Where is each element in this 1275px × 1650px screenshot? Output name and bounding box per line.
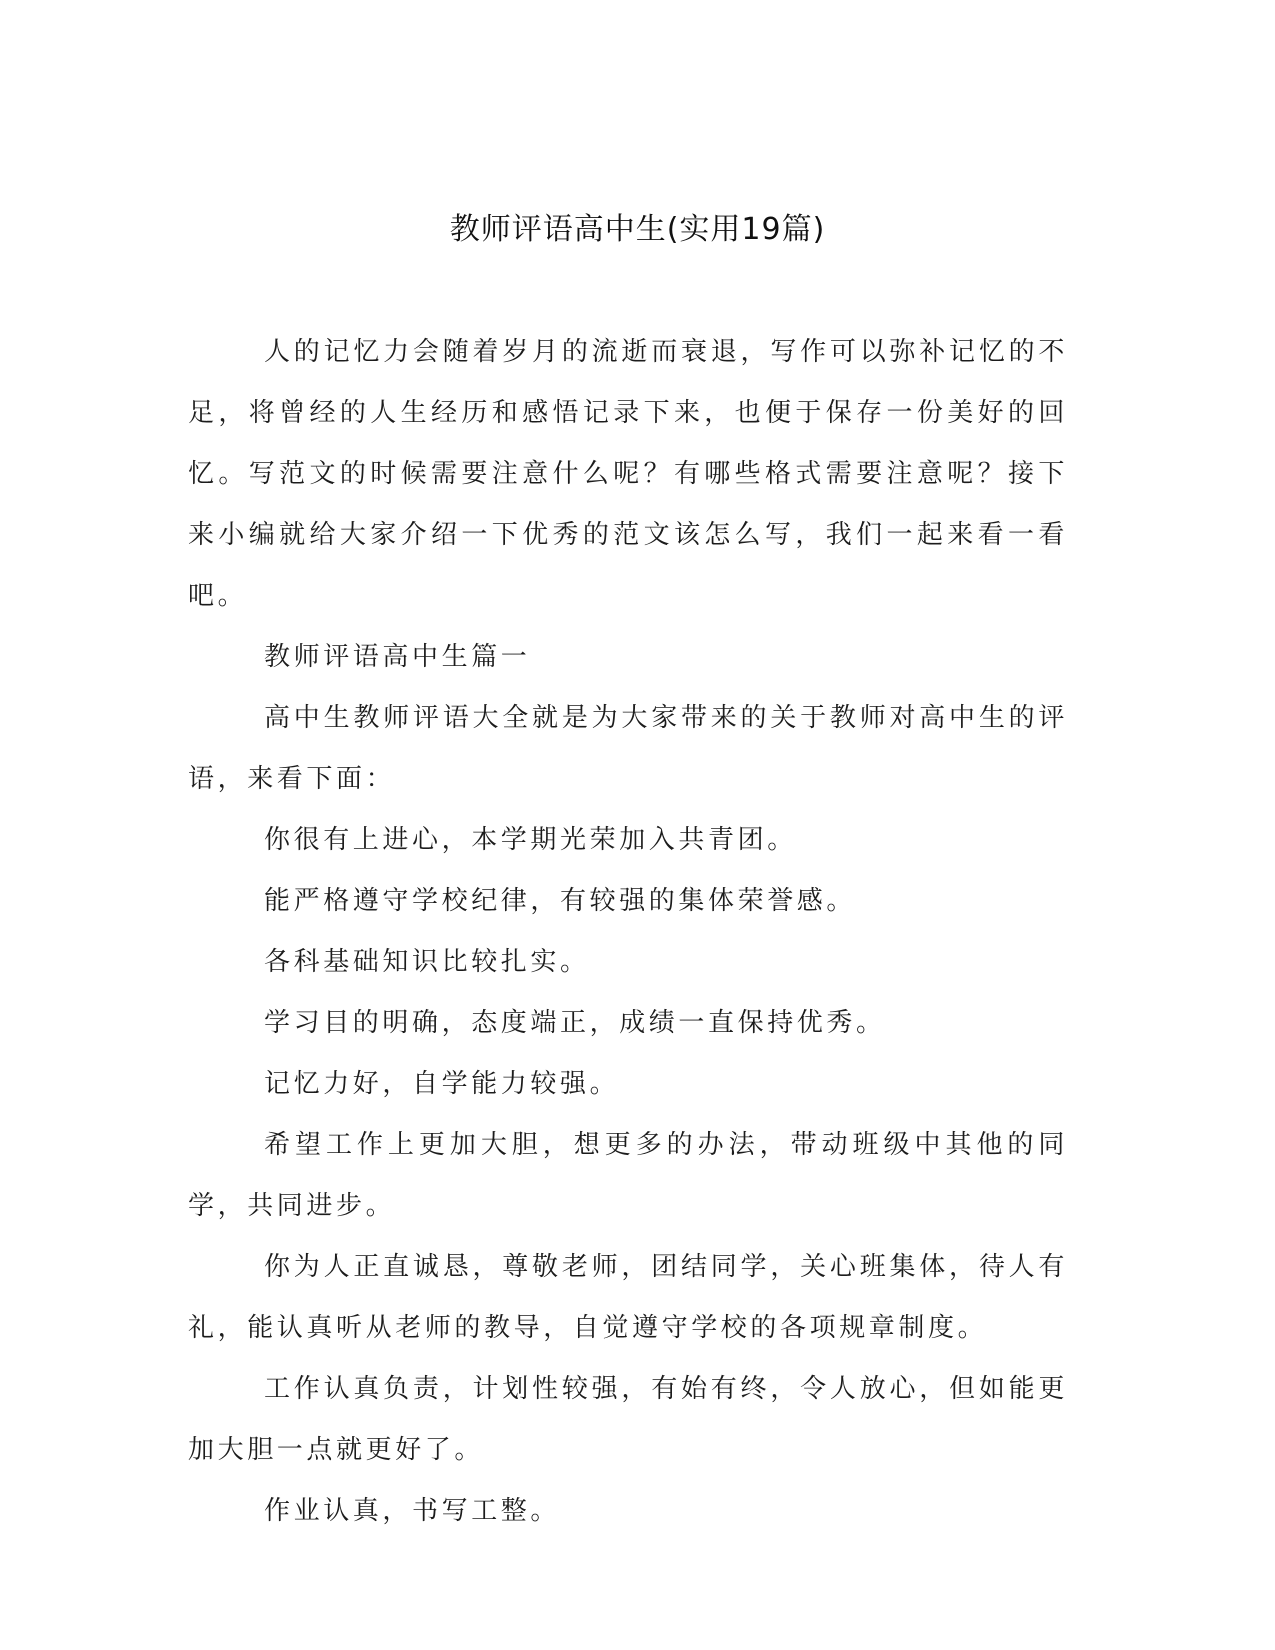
- paragraph: 学习目的明确，态度端正，成绩一直保持优秀。: [264, 1008, 886, 1038]
- paragraph: 工作认真负责，计划性较强，有始有终，令人放心，但如能更加大胆一点就更好了。: [188, 1374, 1068, 1465]
- paragraph: 高中生教师评语大全就是为大家带来的关于教师对高中生的评语，来看下面：: [188, 703, 1068, 794]
- paragraph: 记忆力好，自学能力较强。: [264, 1069, 620, 1099]
- section-heading: 教师评语高中生篇一: [264, 642, 531, 672]
- paragraph: 希望工作上更加大胆，想更多的办法，带动班级中其他的同学，共同进步。: [188, 1130, 1068, 1221]
- paragraph: 作业认真，书写工整。: [264, 1496, 561, 1526]
- paragraph-intro: 人的记忆力会随着岁月的流逝而衰退，写作可以弥补记忆的不足，将曾经的人生经历和感悟记录下来，也便于保存一份美好的回忆。写范文的时候需要注意什么呢？有哪些格式需要注意呢？接下来小编就给大家介绍一下优秀的范文该怎么写，我们一起来看一看吧。: [188, 337, 1068, 611]
- document-title: 教师评语高中生(实用19篇): [449, 212, 826, 247]
- paragraph: 你为人正直诚恳，尊敬老师，团结同学，关心班集体，待人有礼，能认真听从老师的教导，自觉遵守学校的各项规章制度。: [188, 1252, 1068, 1343]
- paragraph: 能严格遵守学校纪律，有较强的集体荣誉感。: [264, 886, 857, 916]
- paragraph: 你很有上进心，本学期光荣加入共青团。: [264, 825, 797, 855]
- paragraph: 各科基础知识比较扎实。: [264, 947, 590, 977]
- document-body: [188, 322, 1068, 1542]
